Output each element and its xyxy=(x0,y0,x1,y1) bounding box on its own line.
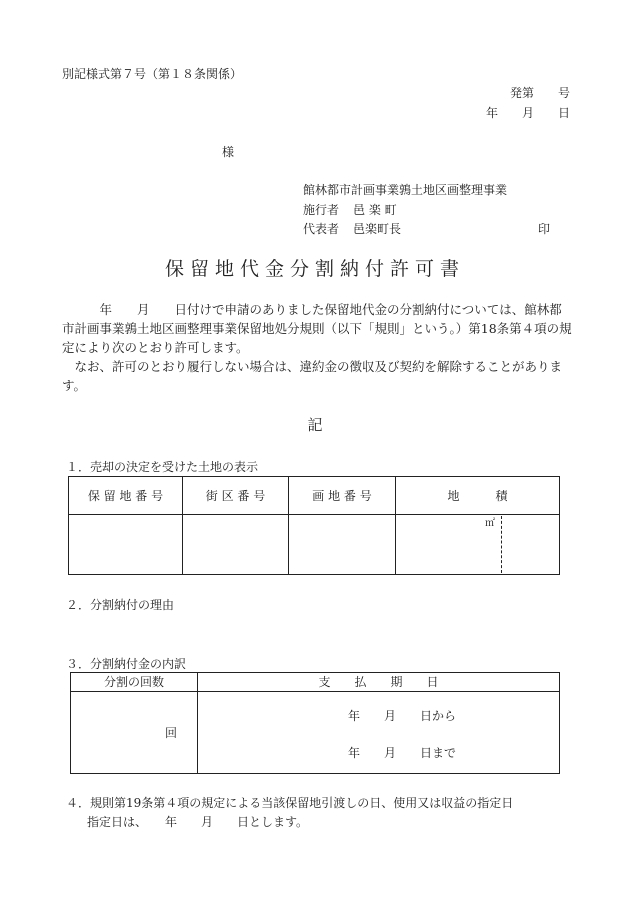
col-area: 地 積 xyxy=(396,477,560,515)
section1-heading: １．売却の決定を受けた土地の表示 xyxy=(66,460,259,474)
payment-period-cell[interactable] xyxy=(198,692,560,774)
executor-name: 邑 楽 町 xyxy=(353,203,397,217)
recipient-suffix: 様 xyxy=(222,145,235,159)
seal-mark: 印 xyxy=(538,222,551,236)
executor-label: 施行者 xyxy=(303,203,340,217)
cell-lot-number[interactable] xyxy=(289,515,396,575)
payment-from: 年 月 日から xyxy=(348,709,457,723)
col-reserved-land-number: 保 留 地 番 号 xyxy=(69,477,183,515)
area-unit: ㎡ xyxy=(485,518,495,529)
body-paragraph-1: 年 月 日付けで申請のありました保留地代金の分割納付については、館林都市計画事業鶉土地区画整理事業保留地処分規則（以下「規則」という。）第18条第４項の規定により次のとおり許可します。 xyxy=(62,302,572,355)
col-payment-date: 支 払 期 日 xyxy=(198,673,560,692)
installment-table xyxy=(70,672,560,774)
payment-to: 年 月 日まで xyxy=(348,746,457,760)
cell-block-number[interactable] xyxy=(183,515,289,575)
count-unit: 回 xyxy=(164,725,177,740)
cell-reserved-land-number[interactable] xyxy=(69,515,183,575)
area-decimal-divider xyxy=(501,516,502,573)
body-paragraph-2: なお、許可のとおり履行しない場合は、違約金の徴収及び契約を解除することがあります。 xyxy=(62,359,563,393)
ki-heading: 記 xyxy=(307,416,323,434)
issue-number: 発第 号 xyxy=(509,86,570,100)
representative-name: 邑楽町長 xyxy=(353,222,402,236)
cell-area[interactable] xyxy=(396,515,560,575)
col-lot-number: 画 地 番 号 xyxy=(289,477,396,515)
issuer-project: 館林都市計画事業鶉土地区画整理事業 xyxy=(303,183,508,197)
form-label: 別記様式第７号（第１８条関係） xyxy=(62,67,243,81)
col-block-number: 街 区 番 号 xyxy=(183,477,289,515)
section4-sentence: 指定日は、 年 月 日とします。 xyxy=(87,815,309,829)
document-title: 保留地代金分割納付許可書 xyxy=(164,258,465,280)
section4-heading: ４．規則第19条第４項の規定による当該保留地引渡しの日、使用又は収益の指定日 xyxy=(66,796,514,810)
representative-label: 代表者 xyxy=(303,222,340,236)
installment-count-cell[interactable] xyxy=(71,692,198,774)
col-installment-count: 分割の回数 xyxy=(71,673,198,692)
issue-date: 年 月 日 xyxy=(485,106,570,120)
section3-heading: ３．分割納付金の内訳 xyxy=(66,657,187,671)
section2-heading: ２．分割納付の理由 xyxy=(66,598,175,612)
